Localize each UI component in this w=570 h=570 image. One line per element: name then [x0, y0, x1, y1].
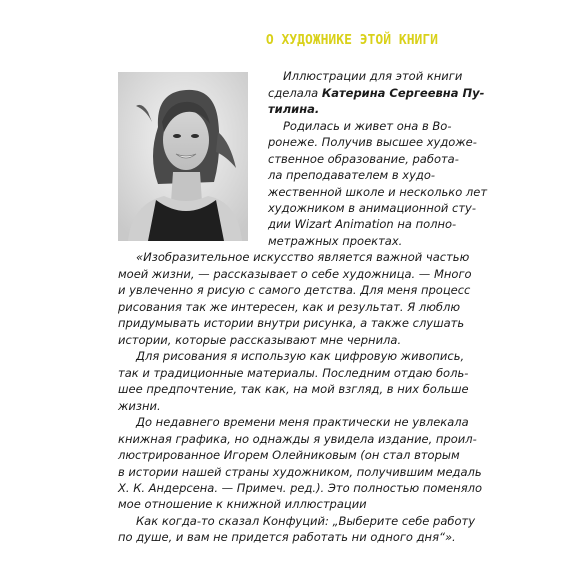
text-line	[118, 495, 367, 513]
text-line	[268, 100, 319, 118]
text-run: шее предпочтение, так как, на мой взгляд, в них больше	[118, 382, 469, 396]
text-run: моей жизни, — рассказывает о себе художница. — Много	[118, 267, 472, 281]
text-run: «Изобразительное искусство является важной частью	[136, 250, 470, 264]
text-run: рисования так же интересен, как и результат. Я люблю	[118, 300, 461, 314]
text-run: ронеже. Получив высшее художе-	[268, 135, 477, 149]
text-line	[118, 314, 464, 332]
text-run: так и традиционные материалы. Последним отдаю боль-	[118, 366, 469, 380]
text-run: метражных проектах.	[268, 234, 403, 248]
text-line	[118, 380, 469, 398]
text-run: по душе, и вам не придется работать ни одного дня“».	[118, 530, 456, 544]
text-line	[283, 67, 462, 85]
bold-text-run: Катерина Сергеевна Пу-	[321, 86, 485, 100]
text-line	[136, 347, 464, 365]
text-run: придумывать истории внутри рисунка, а также слушать	[118, 316, 465, 330]
text-run: дии Wizart Animation на полно-	[268, 217, 457, 231]
text-line	[268, 215, 456, 233]
portrait-image	[118, 72, 248, 241]
text-run: в истории нашей страны художником, получившим медаль	[118, 465, 482, 479]
text-line	[118, 446, 460, 464]
text-line	[118, 528, 456, 546]
text-run: жизни.	[118, 399, 161, 413]
text-run: мое отношение к книжной иллюстрации	[118, 497, 367, 511]
text-run: ла преподавателем в худо-	[268, 168, 436, 182]
artist-photo	[118, 72, 248, 241]
text-run: сделала	[268, 86, 322, 100]
bold-text-run: тилина.	[268, 102, 320, 116]
text-run: и увлеченно я рисую с самого детства. Для меня процесс	[118, 283, 471, 297]
page-heading: О ХУДОЖНИКЕ ЭТОЙ КНИГИ	[265, 33, 438, 48]
text-run: Иллюстрации для этой книги	[283, 69, 463, 83]
text-run: ственное образование, работа-	[268, 152, 459, 166]
text-run: До недавнего времени меня практически не увлекала	[136, 415, 469, 429]
text-run: Родилась и живет она в Во-	[283, 119, 452, 133]
text-line	[118, 281, 470, 299]
text-run: художником в анимационной сту-	[268, 201, 476, 215]
text-run: Как когда-то сказал Конфуций: „Выберите себе работу	[136, 514, 476, 528]
text-run: Х. К. Андерсена. — Примеч. ред.). Это полностью поменяло	[118, 481, 483, 495]
text-line	[136, 413, 469, 431]
text-line	[268, 133, 477, 151]
text-line	[136, 248, 469, 266]
text-line	[268, 166, 435, 184]
text-run: Для рисования я использую как цифровую живопись,	[136, 349, 465, 363]
text-run: истории, которые рассказывают мне чернила.	[118, 333, 402, 347]
text-run: жественной школе и несколько лет	[268, 185, 488, 199]
text-run: книжная графика, но однажды я увидела издание, проил-	[118, 432, 477, 446]
text-run: люстрированное Игорем Олейниковым (он стал вторым	[118, 448, 460, 462]
